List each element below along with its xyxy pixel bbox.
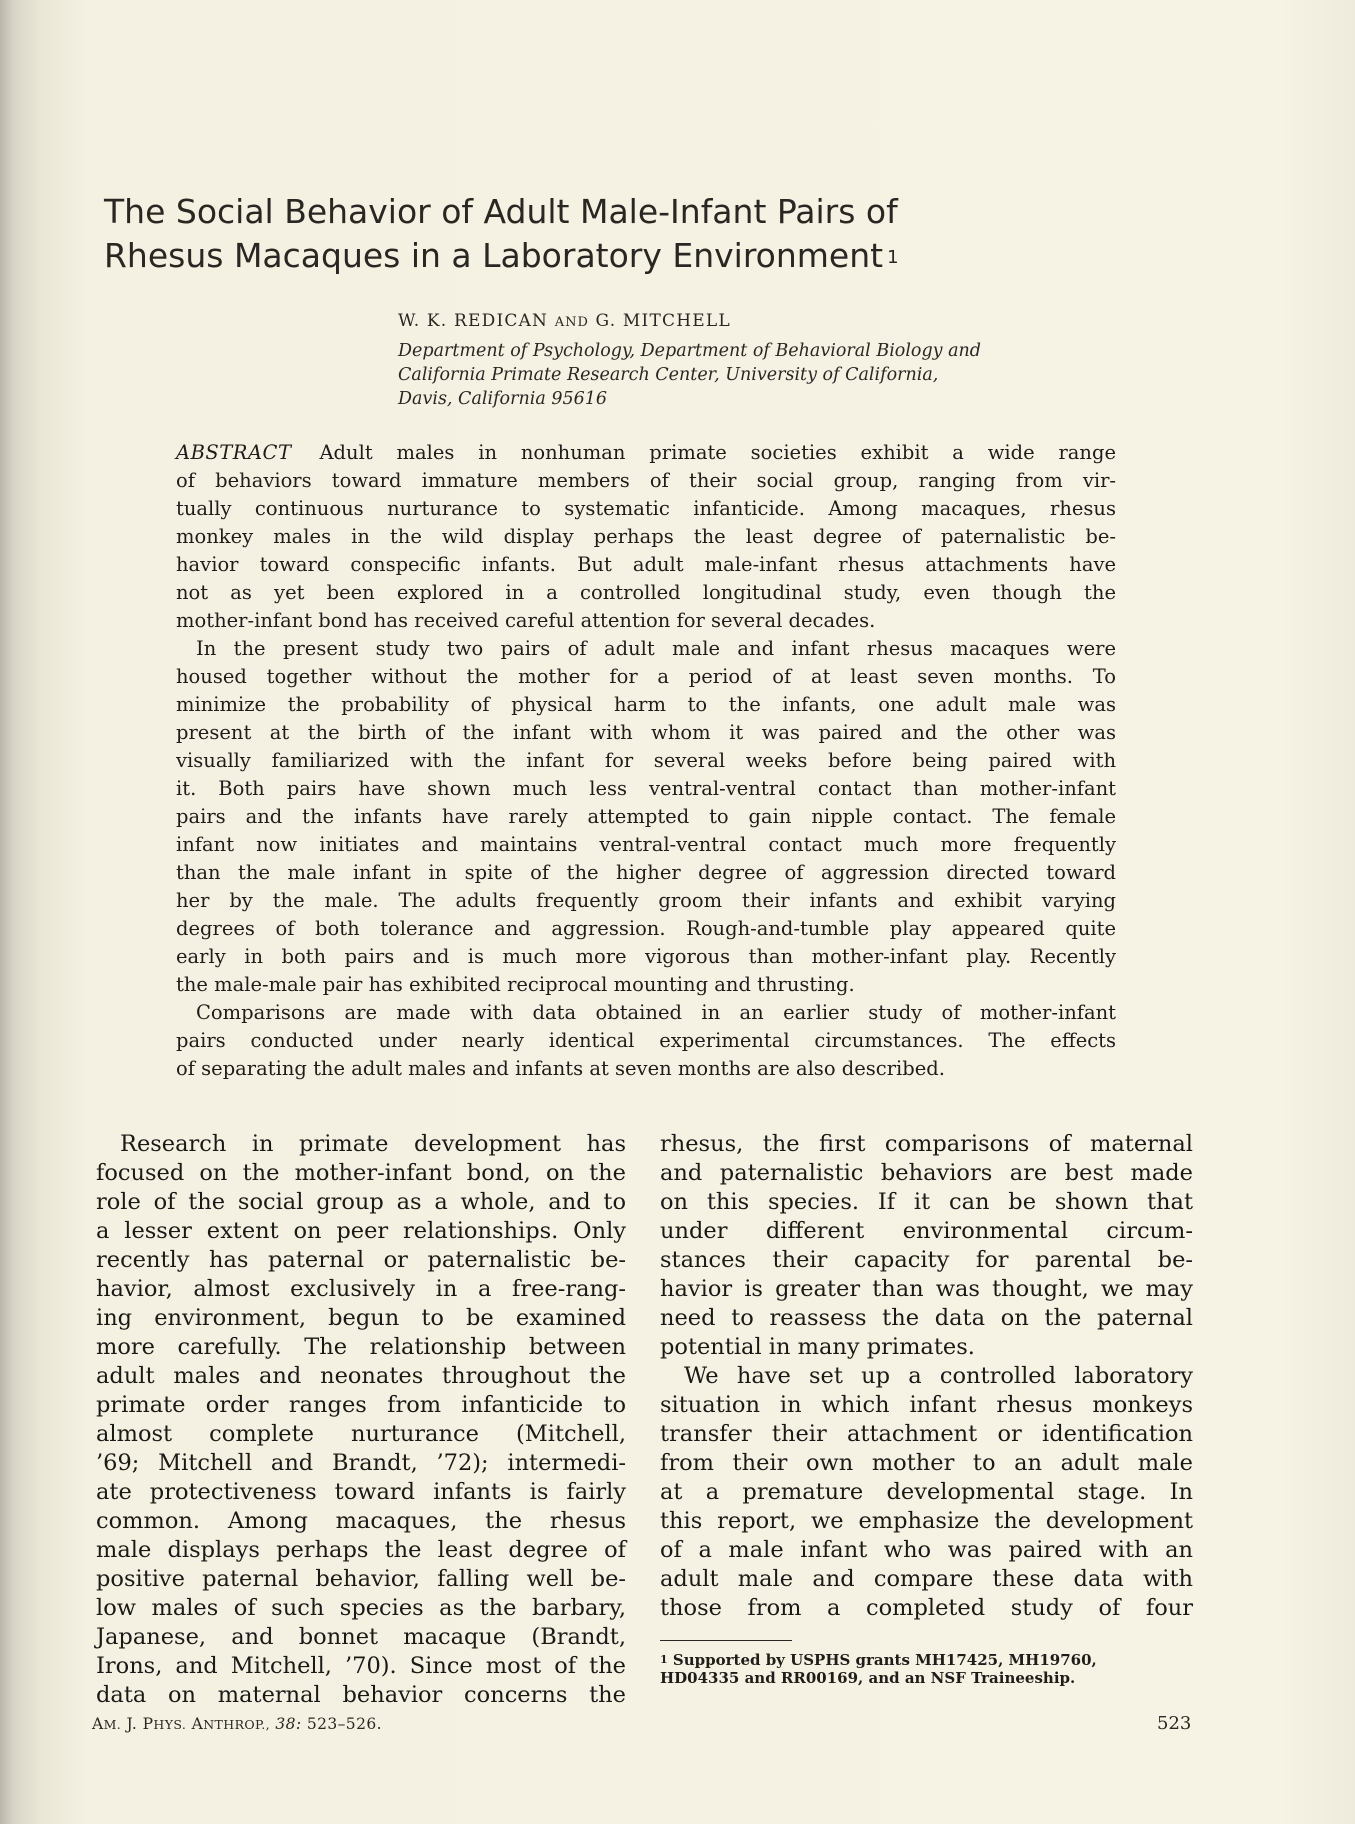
body-line: Irons, and Mitchell, ’70). Since most of the [96,1653,626,1679]
body-line: Japanese, and bonnet macaque (Brandt, [96,1624,626,1650]
body-line: male displays perhaps the least degree of [96,1537,626,1563]
abstract-line: it. Both pairs have shown much less ventral-ventral contact than mother-infant [176,777,1116,800]
author-2: G. MITCHELL [595,311,731,331]
title-line-2 [104,234,1204,278]
body-line: rhesus, the first comparisons of maternal [660,1131,1193,1157]
body-line: on this species. If it can be shown that [660,1189,1193,1215]
footnote-divider [660,1640,792,1641]
title-line-1: The Social Behavior of Adult Male-Infant Pairs of [104,192,898,231]
body-line: We have set up a controlled laboratory [684,1363,1193,1389]
footnote-line-1 [660,1651,1193,1669]
abstract-line: havior toward conspecific infants. But adult male-infant rhesus attachments have [176,553,1116,576]
page-number: 523 [1157,1713,1192,1734]
body-line: recently has paternal or paternalistic be- [96,1247,626,1273]
citation-journal-part: M. [103,1717,122,1732]
body-line: adult males and neonates throughout the [96,1363,626,1389]
citation-pages: 523–526. [306,1715,382,1733]
body-line: a lesser extent on peer relationships. Only [96,1218,626,1244]
abstract-line: monkey males in the wild display perhaps the least degree of paternalistic be- [176,525,1116,548]
body-line: havior, almost exclusively in a free-rang- [96,1276,626,1302]
abstract-line: pairs and the infants have rarely attempted to gain nipple contact. The female [176,805,1116,828]
abstract-line: minimize the probability of physical harm to the infants, one adult male was [176,693,1116,716]
citation-journal-part: J. P [126,1715,154,1733]
abstract-line: present at the birth of the infant with whom it was paired and the other was [176,721,1116,744]
body-line: positive paternal behavior, falling well be- [96,1566,626,1592]
author-line [398,311,731,331]
bleed-through-texture [100,130,620,150]
abstract-line-text: Adult males in nonhuman primate societies exhibit a wide range [319,441,1116,464]
body-line: ’69; Mitchell and Brandt, ’72); intermedi- [96,1450,626,1476]
body-line: situation in which infant rhesus monkeys [660,1392,1193,1418]
footnote-marker: 1 [660,1653,668,1666]
article-title [104,190,1204,278]
citation-journal-part: NTHROP., [203,1717,271,1732]
affiliation [398,339,1158,411]
body-line: more carefully. The relationship between [96,1334,626,1360]
body-line: role of the social group as a whole, and to [96,1189,626,1215]
abstract-line [176,439,1116,467]
body-line: primate order ranges from infanticide to [96,1392,626,1418]
citation-volume: 38: [275,1715,302,1733]
abstract-line: tually continuous nurturance to systematic infanticide. Among macaques, rhesus [176,497,1116,520]
abstract-line: infant now initiates and maintains ventral-ventral contact much more frequently [176,833,1116,856]
body-line: data on maternal behavior concerns the [96,1682,626,1708]
body-line: havior is greater than was thought, we may [660,1276,1193,1302]
body-line: focused on the mother-infant bond, on the [96,1160,626,1186]
citation-journal-part: A [191,1715,204,1733]
abstract-line: mother-infant bond has received careful attention for several decades. [176,609,876,632]
abstract-line: Comparisons are made with data obtained in an earlier study of mother-infant [196,1001,1116,1024]
body-line: at a premature developmental stage. In [660,1479,1193,1505]
body-line: Research in primate development has [120,1131,626,1157]
abstract-line: not as yet been explored in a controlled longitudinal study, even though the [176,581,1116,604]
abstract-line: the male-male pair has exhibited reciprocal mounting and thrusting. [176,973,855,996]
body-line: adult male and compare these data with [660,1566,1193,1592]
body-line: from their own mother to an adult male [660,1450,1193,1476]
body-line: potential in many primates. [660,1334,975,1360]
title-line-2-text: Rhesus Macaques in a Laboratory Environment [104,236,884,275]
citation-journal-part: A [92,1715,104,1733]
abstract-line: In the present study two pairs of adult male and infant rhesus macaques were [196,637,1116,660]
abstract-label: ABSTRACT [176,441,292,464]
body-column-right [660,1130,1193,1623]
footnote-line-1-text: Supported by USPHS grants MH17425, MH19760, [672,1651,1097,1669]
abstract [176,439,1116,1083]
body-line: almost complete nurturance (Mitchell, [96,1421,626,1447]
abstract-line: of behaviors toward immature members of their social group, ranging from vir- [176,469,1116,492]
citation-journal-part: HYS. [153,1717,187,1732]
abstract-line: pairs conducted under nearly identical experimental circumstances. The effects [176,1029,1116,1052]
body-line: ate protectiveness toward infants is fairly [96,1479,626,1505]
title-footnote-marker: 1 [887,247,899,268]
abstract-line: early in both pairs and is much more vigorous than mother-infant play. Recently [176,945,1116,968]
footnote [660,1651,1193,1687]
footnote-line-2: HD04335 and RR00169, and an NSF Traineeship. [660,1669,1076,1687]
affiliation-line: Davis, California 95616 [398,389,607,409]
affiliation-line: California Primate Research Center, University of California, [398,365,939,385]
body-line: stances their capacity for parental be- [660,1247,1193,1273]
body-column-left [96,1130,626,1710]
author-1: W. K. REDICAN [398,311,549,331]
body-line: common. Among macaques, the rhesus [96,1508,626,1534]
author-conjunction: AND [554,315,589,330]
affiliation-line: Department of Psychology, Department of Behavioral Biology and [398,341,982,361]
body-line: ing environment, begun to be examined [96,1305,626,1331]
body-line: transfer their attachment or identification [660,1421,1193,1447]
body-line: those from a completed study of four [660,1595,1193,1621]
body-line: of a male infant who was paired with an [660,1537,1193,1563]
body-line: this report, we emphasize the development [660,1508,1193,1534]
abstract-line: her by the male. The adults frequently groom their infants and exhibit varying [176,889,1116,912]
body-line: need to reassess the data on the paternal [660,1305,1193,1331]
abstract-line: than the male infant in spite of the higher degree of aggression directed toward [176,861,1116,884]
abstract-line: degrees of both tolerance and aggression. Rough-and-tumble play appeared quite [176,917,1116,940]
abstract-line: of separating the adult males and infants at seven months are also described. [176,1057,945,1080]
abstract-line: housed together without the mother for a period of at least seven months. To [176,665,1116,688]
journal-citation [92,1715,382,1733]
abstract-line: visually familiarized with the infant for several weeks before being paired with [176,749,1116,772]
body-line: and paternalistic behaviors are best made [660,1160,1193,1186]
body-line: under different environmental circum- [660,1218,1193,1244]
body-line: low males of such species as the barbary, [96,1595,626,1621]
